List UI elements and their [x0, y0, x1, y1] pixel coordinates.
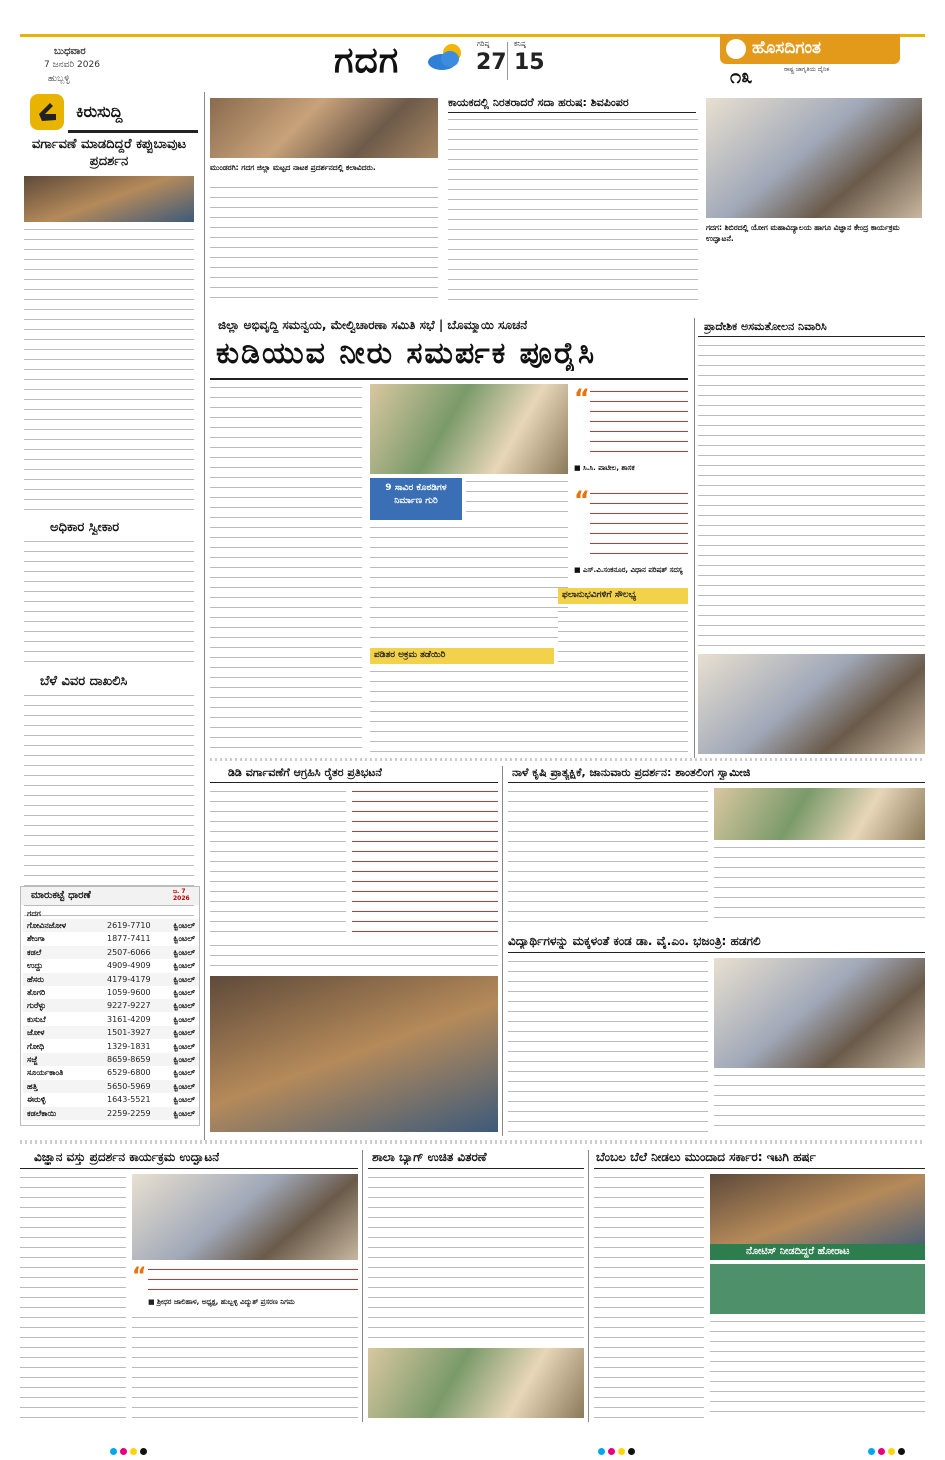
max-temp-label: ಗರಿಷ್ಠ	[477, 40, 490, 48]
science-quote	[132, 1264, 358, 1310]
market-row-price: 1643-5521	[107, 1095, 151, 1105]
students-caption	[714, 1072, 925, 1132]
bags-body	[368, 1174, 584, 1344]
market-row-unit: ಕ್ವಿಂಟಲ್	[173, 1014, 195, 1024]
market-row	[23, 1107, 199, 1120]
bags-photo	[368, 1348, 584, 1418]
market-title: ಮಾರುಕಟ್ಟೆ ಧಾರಣೆ	[31, 890, 91, 901]
science-headline: ವಿಜ್ಞಾನ ವಸ್ತು ಪ್ರದರ್ಶನ ಕಾರ್ಯಕ್ರಮ ಉದ್ಘಾಟನೆ	[34, 1150, 220, 1164]
min-temp-label: ಕನಿಷ್ಠ	[514, 40, 526, 48]
lead-body-1	[210, 384, 362, 752]
market-row-name: ಸೂರ್ಯಕಾಂತಿ	[27, 1068, 64, 1078]
market-row-price: 3161-4209	[107, 1014, 151, 1024]
lead-sub-1-box	[370, 648, 554, 664]
market-row-price: 9227-9227	[107, 1001, 151, 1011]
market-row	[23, 1093, 199, 1106]
market-row-price: 5650-5969	[107, 1081, 151, 1091]
support-body-1	[594, 1174, 704, 1418]
market-row-name: ಈರುಳ್ಳಿ	[27, 1095, 46, 1105]
market-row	[23, 986, 199, 999]
page-number: ೧೩	[730, 64, 753, 88]
market-row-name: ಕುಸುಬೆ	[27, 1014, 46, 1024]
lead-body-3	[370, 524, 568, 644]
expo-headline: ನಾಳೆ ಕೃಷಿ ಪ್ರಾತ್ಯಕ್ಷಿಕೆ, ಜಾನುವಾರು ಪ್ರದರ್ಶನ: ಶಾಂತಲಿಂಗ ಸ್ವಾಮೀಜಿ	[512, 766, 751, 779]
kirusuddi-headline-3: ಬೆಳೆ ವಿವರ ದಾಖಲಿಸಿ	[40, 674, 128, 689]
notice-banner: ನೋಟಿಸ್ ನೀಡದಿದ್ದರೆ ಹೋರಾಟ	[746, 1246, 850, 1257]
market-row-name: ಕಡಲೆಕಾಯಿ	[27, 1108, 57, 1118]
section-divider	[20, 1140, 925, 1144]
top-stories	[210, 92, 925, 312]
market-row-price: 1329-1831	[107, 1041, 151, 1051]
paper-logo-icon	[726, 39, 746, 59]
lead-sub-1: ಪಡಿತರ ಅಕ್ರಮ ತಡೆಯಿರಿ	[374, 650, 446, 660]
issue-date: 7 ಜನವರಿ 2026	[44, 60, 100, 70]
market-prices	[20, 886, 200, 1126]
market-row-price: 1501-3927	[107, 1028, 151, 1038]
market-row	[23, 959, 199, 972]
support-headline: ಬೆಂಬಲ ಬೆಲೆ ನೀಡಲು ಮುಂದಾದ ಸರ್ಕಾರ: ಇಟಗಿ ಹರ್ಷ	[596, 1150, 816, 1164]
market-row-unit: ಕ್ವಿಂಟಲ್	[173, 947, 195, 957]
market-row-name: ಉದ್ದು	[27, 961, 43, 971]
lead-sub-2-box	[558, 588, 688, 604]
science-photo	[132, 1174, 358, 1260]
lead-sub-2: ಫಲಾನುಭವಿಗಳಿಗೆ ಸೌಲಭ್ಯ	[562, 590, 637, 600]
drama-body	[210, 184, 438, 306]
market-row-unit: ಕ್ವಿಂಟಲ್	[173, 1081, 195, 1091]
paper-name: ಹೊಸದಿಗಂತ	[752, 38, 822, 58]
kirusuddi-headline-2: ಅಧಿಕಾರ ಸ್ವೀಕಾರ	[50, 520, 120, 535]
market-row-unit: ಕ್ವಿಂಟಲ್	[173, 974, 195, 984]
kirusuddi-section	[20, 92, 200, 952]
yoga-photo	[706, 98, 922, 218]
district-title: ಗದಗ	[334, 40, 400, 81]
support-story	[594, 1150, 925, 1422]
market-row	[23, 1053, 199, 1066]
market-row-name: ಜೋಳ	[27, 1028, 45, 1038]
market-row-unit: ಕ್ವಿಂಟಲ್	[173, 1055, 195, 1064]
lead-box-1-text: 9 ಸಾವಿರ ಕೊಠಡಿಗಳ ನಿರ್ಮಾಣ ಗುರಿ	[385, 483, 447, 506]
drama-caption: ಮುಂಡರಗಿ: ಗದಗ ಜಿಲ್ಲಾ ಮಟ್ಟದ ನಾಟಕ ಪ್ರದರ್ಶನದಲ್ಲಿ ಕಲಾವಿದರು.	[210, 163, 376, 172]
market-row	[23, 1040, 199, 1053]
lead-kicker: ಜಿಲ್ಲಾ ಅಭಿವೃದ್ಧಿ ಸಮನ್ವಯ, ಮೇಲ್ವಿಚಾರಣಾ ಸಮಿತಿ ಸಭೆ | ಬೊಮ್ಮಾಯಿ ಸೂಚನೆ	[218, 318, 528, 332]
quote-1	[574, 384, 688, 480]
farmers-callout	[352, 788, 498, 938]
market-row-price: 4179-4179	[107, 974, 151, 984]
masthead	[20, 34, 925, 90]
yoga-body	[448, 116, 698, 302]
registration-dots-right	[868, 1440, 908, 1459]
students-story	[508, 934, 925, 1136]
meeting-photo	[370, 384, 568, 474]
market-row-unit: ಕ್ವಿಂಟಲ್	[173, 934, 195, 944]
market-row	[23, 973, 199, 986]
market-row-price: 2619-7710	[107, 921, 151, 930]
market-rows	[21, 919, 215, 1119]
expo-story	[508, 766, 925, 926]
science-body-2	[132, 1314, 358, 1418]
market-date: ಜ. 7 2026	[173, 888, 190, 902]
science-quote-author: ■ ಶ್ರೀಧರ ಜಾಲಿಹಾಳ, ಅಧ್ಯಕ್ಷ, ಹುಬ್ಬಳ್ಳಿ ವಿದ್ಯುತ್ ಪ್ರಸರಣ ನಿಗಮ	[148, 1298, 295, 1306]
students-photo	[714, 958, 925, 1068]
bags-story	[368, 1150, 584, 1422]
kirusuddi-body-1	[24, 226, 194, 516]
market-row-unit: ಕ್ವಿಂಟಲ್	[173, 1001, 195, 1011]
expo-photo	[714, 788, 925, 840]
market-row-unit: ಕ್ವಿಂಟಲ್	[173, 1095, 195, 1105]
min-temp: 15	[514, 50, 545, 75]
market-row-unit: ಕ್ವಿಂಟಲ್	[173, 1041, 195, 1051]
market-row-price: 1877-7411	[107, 934, 151, 944]
market-row-name: ಸಜ್ಜೆ	[27, 1055, 38, 1064]
lead-body-4	[370, 668, 688, 752]
quote-icon: “	[574, 384, 590, 412]
max-temp: 27	[476, 50, 507, 75]
quote-icon: “	[132, 1264, 147, 1289]
market-row-name: ಕಡಲೆ	[27, 947, 42, 957]
paper-tagline: ರಾಷ್ಟ್ರ ಜಾಗೃತಿಯ ದೈನಿಕ	[784, 66, 830, 73]
market-row	[23, 1026, 199, 1039]
market-row	[23, 1013, 199, 1026]
market-row-name: ಗುರೆಳ್ಳು	[27, 1001, 46, 1011]
hand-point-icon	[30, 94, 64, 130]
issue-city: ಹುಬ್ಬಳ್ಳಿ	[48, 74, 70, 84]
paper-logo	[720, 34, 900, 64]
kirusuddi-label: ಕಿರುಸುದ್ದಿ	[76, 102, 123, 121]
market-row-price: 2259-2259	[107, 1108, 151, 1118]
farmers-body-1	[210, 788, 346, 938]
quote-2-author: ■ ಎಸ್.ವಿ.ಸಂಕನೂರ, ವಿಧಾನ ಪರಿಷತ್ ಸದಸ್ಯ	[574, 566, 683, 574]
students-headline: ವಿದ್ಯಾರ್ಥಿಗಳನ್ನು ಮಕ್ಕಳಂತೆ ಕಂಡ ಡಾ. ವೈ.ಎಂ. ಭಜಂತ್ರಿ: ಹಡಗಲಿ	[508, 934, 761, 948]
market-row-price: 2507-6066	[107, 947, 151, 957]
kirusuddi-headline-1: ವರ್ಗಾವಣೆ ಮಾಡದಿದ್ದರೆ ಕಪ್ಪುಬಾವುಟ ಪ್ರದರ್ಶನ	[31, 137, 187, 169]
lead-body-2	[466, 478, 568, 520]
market-row-name: ಹೆಸರು	[27, 974, 44, 984]
disparity-body	[698, 342, 925, 652]
lead-box-1	[370, 478, 462, 520]
expo-body-1	[508, 788, 708, 922]
kirusuddi-badge	[30, 94, 64, 130]
farmers-headline: ಡಿಡಿ ವರ್ಗಾವಣೆಗೆ ಆಗ್ರಹಿಸಿ ರೈತರ ಪ್ರತಿಭಟನೆ	[228, 766, 382, 779]
market-row-name: ಗೋವಿನಜೋಳ	[27, 921, 67, 930]
market-row-price: 8659-8659	[107, 1055, 151, 1064]
registration-dots-center	[598, 1440, 638, 1459]
registration-dots-left	[110, 1440, 150, 1459]
market-row-unit: ಕ್ವಿಂಟಲ್	[173, 1068, 195, 1078]
market-row-price: 4909-4909	[107, 961, 151, 971]
market-row-name: ತೊಗರಿ	[27, 988, 46, 997]
students-body	[508, 958, 708, 1134]
market-row	[23, 946, 199, 959]
market-row-name: ಗೋಧಿ	[27, 1041, 45, 1051]
market-row-price: 1059-9600	[107, 988, 151, 997]
expo-body-2	[714, 844, 925, 922]
market-row	[23, 932, 199, 945]
lead-story	[210, 318, 690, 758]
yoga-caption: ಗದಗ: ಶಿಬಿರದಲ್ಲಿ ಯೋಗ ಮಹಾವಿದ್ಯಾಲಯ ಹಾಗೂ ವಿಜ್ಞಾನ ಕೇಂದ್ರ ಕಾರ್ಯಕ್ರಮ ಉದ್ಘಾಟನೆ.	[706, 223, 900, 243]
issue-day: ಬುಧವಾರ	[54, 46, 86, 57]
market-row	[23, 1080, 199, 1093]
market-row	[23, 919, 199, 932]
kirusuddi-body-2	[24, 538, 194, 668]
drama-photo	[210, 98, 438, 158]
quote-icon: “	[574, 486, 590, 514]
market-row-unit: ಕ್ವಿಂಟಲ್	[173, 1108, 195, 1118]
yoga-headline: ಕಾಯಕದಲ್ಲಿ ನಿರತರಾದರೆ ಸದಾ ಹರುಷ: ಶಿವಪಿಂಪರ	[448, 96, 629, 109]
lead-headline: ಕುಡಿಯುವ ನೀರು ಸಮರ್ಪಕ ಪೂರೈಸಿ	[216, 336, 597, 371]
disparity-story	[698, 318, 925, 758]
quote-2	[574, 486, 688, 582]
science-story	[20, 1150, 358, 1422]
notice-body	[710, 1264, 925, 1314]
notice-banner-box	[710, 1244, 925, 1260]
market-city: ಗದಗ	[27, 909, 41, 918]
market-row-name: ಶೇಂಗಾ	[27, 934, 45, 944]
market-row	[23, 999, 199, 1012]
lead-body-5	[558, 608, 688, 672]
market-row-unit: ಕ್ವಿಂಟಲ್	[173, 1028, 195, 1038]
disparity-photo	[698, 654, 925, 754]
disparity-headline: ಪ್ರಾದೇಶಿಕ ಅಸಮತೋಲನ ನಿವಾರಿಸಿ	[704, 320, 827, 333]
market-row-price: 6529-6800	[107, 1068, 151, 1078]
bags-headline: ಶಾಲಾ ಬ್ಯಾಗ್ ಉಚಿತ ವಿತರಣೆ	[372, 1150, 487, 1164]
farmers-body-2	[210, 942, 498, 972]
market-row-name: ಹತ್ತಿ	[27, 1081, 38, 1091]
market-row-unit: ಕ್ವಿಂಟಲ್	[173, 988, 195, 997]
farmers-photo	[210, 976, 498, 1132]
market-row-unit: ಕ್ವಿಂಟಲ್	[173, 961, 195, 971]
market-row-unit: ಕ್ವಿಂಟಲ್	[173, 921, 195, 930]
protest-photo	[24, 176, 194, 222]
quote-1-author: ■ ಸಿ.ಸಿ. ಪಾಟೀಲ, ಶಾಸಕ	[574, 464, 635, 472]
weather-icon	[424, 42, 468, 72]
market-row	[23, 1066, 199, 1079]
science-body-1	[20, 1174, 126, 1418]
support-body-2	[710, 1318, 925, 1418]
farmers-story	[210, 766, 498, 1136]
